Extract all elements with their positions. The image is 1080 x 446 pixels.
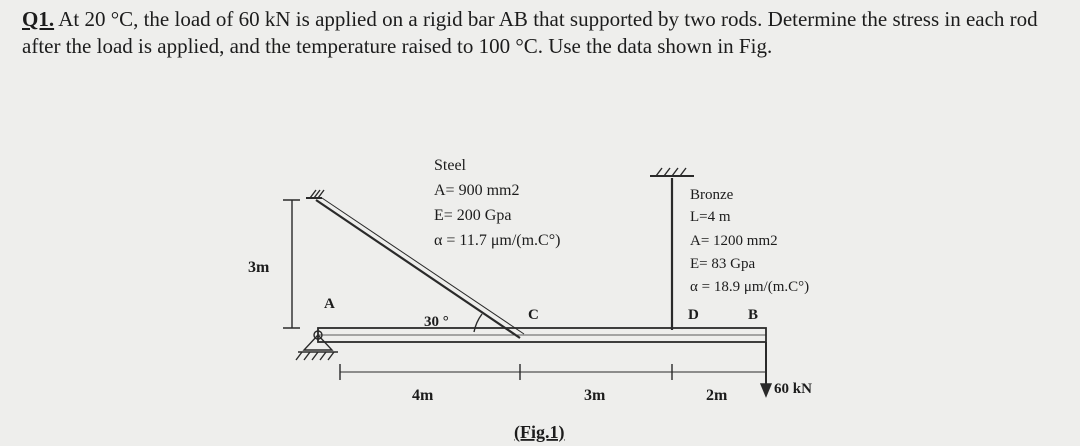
- bronze-top-hatch: [656, 168, 686, 176]
- point-a-label: A: [324, 296, 335, 312]
- question-body: At 20 °C, the load of 60 kN is applied on a rigid bar AB that supported by two rods. Determine the stress in each rod after the load is applied, and the temperature raised to 100 °C. Use the data shown in Fig.: [22, 7, 1038, 58]
- dim-2m-label: 2m: [706, 387, 728, 404]
- steel-alpha: α = 11.7 μm/(m.C°): [434, 232, 561, 249]
- load-label: 60 kN: [774, 381, 812, 397]
- bronze-modulus: E= 83 Gpa: [690, 256, 756, 272]
- angle-label: 30 °: [424, 314, 449, 330]
- steel-top-hatch: [310, 190, 324, 198]
- load-arrow-head: [761, 384, 771, 396]
- point-c-label: C: [528, 307, 539, 323]
- dim-4m-label: 4m: [412, 387, 434, 404]
- bronze-area: A= 1200 mm2: [690, 233, 778, 249]
- dim-3m-label: 3m: [584, 387, 606, 404]
- steel-area: A= 900 mm2: [434, 182, 520, 199]
- question-number: Q1.: [22, 7, 55, 31]
- bronze-name: Bronze: [690, 187, 734, 203]
- steel-modulus: E= 200 Gpa: [434, 207, 512, 224]
- bronze-alpha: α = 18.9 μm/(m.C°): [690, 279, 810, 295]
- ground-hatch: [296, 352, 334, 360]
- bronze-length: L=4 m: [690, 209, 731, 225]
- figure-caption: (Fig.1): [514, 422, 565, 442]
- angle-arc: [474, 314, 482, 332]
- point-b-label: B: [748, 307, 759, 323]
- steel-name: Steel: [434, 157, 466, 174]
- point-d-label: D: [688, 307, 699, 323]
- height-label: 3m: [248, 259, 270, 276]
